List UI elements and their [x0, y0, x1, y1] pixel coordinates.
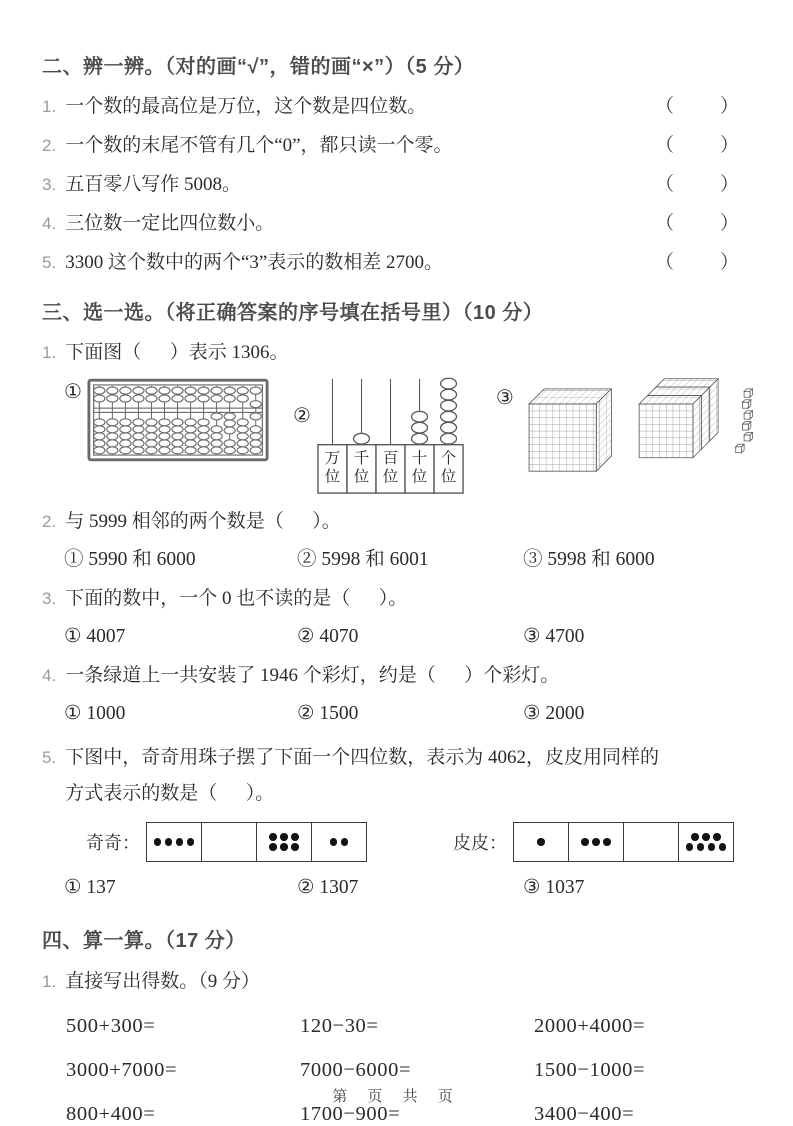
unit-cubes: [736, 389, 753, 453]
calc-row-1: [66, 1015, 739, 1038]
subsection-text: 直接写出得数。（9 分）: [65, 971, 260, 992]
mc-q5-options: [64, 875, 739, 900]
question-number: 3.: [42, 589, 57, 608]
answer-brackets: [655, 250, 739, 275]
svg-text:千: 千: [353, 450, 370, 468]
expression: 3000+7000=: [66, 1059, 178, 1081]
pipi-bead-box: [513, 822, 734, 862]
bracket-open: （: [655, 174, 675, 195]
figure-label: ①: [64, 381, 82, 403]
bracket-close: ）: [719, 174, 739, 195]
svg-text:位: 位: [440, 468, 457, 486]
hundred-flats: [639, 379, 718, 458]
base-ten-blocks-figure: [519, 377, 771, 478]
mc-q1-figures: [64, 377, 739, 495]
figure-label: ③: [495, 387, 514, 409]
expression: 800+400=: [66, 1103, 156, 1125]
question-text: 一条绿道上一共安装了 1946 个彩灯，约是（ ）个彩灯。: [65, 665, 560, 686]
svg-text:万: 万: [324, 450, 341, 468]
expression: 7000−6000=: [300, 1059, 412, 1081]
svg-text:十: 十: [411, 450, 428, 468]
bracket-close: ）: [719, 135, 739, 156]
calc-subsection: [42, 969, 739, 994]
qiqi-label: 奇奇：: [86, 833, 140, 853]
calc-row-2: [66, 1059, 739, 1082]
expression: 120−30=: [300, 1015, 379, 1037]
figure-option-2: [293, 377, 466, 495]
option-1: ① 137: [64, 877, 116, 898]
expression: 2000+4000=: [534, 1015, 646, 1037]
bracket-open: （: [655, 135, 675, 156]
bracket-close: ）: [719, 213, 739, 234]
tf-question-2: [42, 133, 739, 158]
svg-text:百: 百: [382, 450, 399, 468]
thousand-cube: [529, 389, 611, 471]
question-number: 1.: [42, 343, 57, 362]
answer-brackets: [655, 211, 739, 236]
question-number: 4.: [42, 214, 57, 233]
question-text: 下面的数中，一个 0 也不读的是（ ）。: [65, 588, 408, 609]
question-text: 下面图（ ）表示 1306。: [65, 342, 289, 363]
question-text: 与 5999 相邻的两个数是（ ）。: [65, 511, 341, 532]
pipi-label: 皮皮：: [453, 833, 507, 853]
bracket-open: （: [655, 213, 675, 234]
mc-question-4: [42, 663, 739, 688]
bracket-open: （: [655, 96, 675, 117]
section-4-title: 四、算一算。（17 分）: [42, 930, 246, 952]
bead-diagrams: [86, 822, 739, 862]
option-2: ② 1307: [297, 877, 359, 898]
option-3: ③ 5998 和 6000: [523, 549, 655, 570]
question-text: 一个数的末尾不管有几个“0”，都只读一个零。: [65, 135, 453, 156]
answer-brackets: [655, 133, 739, 158]
section-3-title: 三、选一选。（将正确答案的序号填在括号里）（10 分）: [42, 302, 544, 324]
option-2: ② 4070: [297, 626, 359, 647]
bracket-open: （: [655, 252, 675, 273]
question-number: 5.: [42, 748, 57, 767]
calc-row-3: [66, 1103, 739, 1126]
option-3: ③ 2000: [523, 703, 585, 724]
question-number: 3.: [42, 175, 57, 194]
question-number: 2.: [42, 136, 57, 155]
figure-option-3: [496, 377, 771, 478]
question-text: [65, 740, 659, 812]
mc-question-2: [42, 509, 739, 534]
mc-question-1: [42, 340, 739, 365]
question-line-1: 下图中，奇奇用珠子摆了下面一个四位数，表示为 4062，皮皮用同样的: [65, 747, 659, 768]
figure-option-1: [64, 377, 269, 463]
tf-question-5: [42, 250, 739, 275]
mc-q3-options: [64, 624, 739, 649]
abacus-figure: [87, 377, 269, 463]
option-1: ① 4007: [64, 626, 126, 647]
tf-question-3: [42, 172, 739, 197]
svg-text:个: 个: [440, 450, 457, 468]
option-1: ① 1000: [64, 703, 126, 724]
svg-text:位: 位: [382, 468, 399, 486]
option-3: ③ 1037: [523, 877, 585, 898]
tf-question-4: [42, 211, 739, 236]
option-1: ① 5990 和 6000: [64, 549, 196, 570]
question-number: 2.: [42, 512, 57, 531]
option-3: ③ 4700: [523, 626, 585, 647]
expression: 3400−400=: [534, 1103, 635, 1125]
question-text: 五百零八写作 5008。: [65, 174, 241, 195]
question-number: 4.: [42, 666, 57, 685]
question-number: 1.: [42, 972, 57, 991]
mc-q4-options: [64, 701, 739, 726]
answer-brackets: [655, 172, 739, 197]
svg-text:位: 位: [324, 468, 341, 486]
answer-brackets: [655, 94, 739, 119]
question-line-2: 方式表示的数是（ ）。: [65, 783, 275, 804]
svg-text:位: 位: [411, 468, 428, 486]
svg-text:位: 位: [353, 468, 370, 486]
figure-label: ②: [292, 405, 311, 427]
question-number: 5.: [42, 253, 57, 272]
bracket-close: ）: [719, 252, 739, 273]
bracket-close: ）: [719, 96, 739, 117]
question-number: 1.: [42, 97, 57, 116]
expression: 1500−1000=: [534, 1059, 646, 1081]
tf-question-1: [42, 94, 739, 119]
expression: 500+300=: [66, 1015, 156, 1037]
option-2: ② 1500: [297, 703, 359, 724]
option-2: ② 5998 和 6001: [297, 549, 429, 570]
question-text: 三位数一定比四位数小。: [65, 213, 275, 234]
mc-q2-options: [64, 547, 739, 572]
mc-question-3: [42, 586, 739, 611]
section-2-title: 二、辨一辨。（对的画“√”，错的画“×”）（5 分）: [42, 56, 475, 78]
mc-question-5: [42, 740, 739, 812]
page-footer: 第 页 共 页: [332, 1088, 461, 1105]
rack-content: [318, 378, 463, 493]
question-text: 一个数的最高位是万位，这个数是四位数。: [65, 96, 427, 117]
expression: 1700−900=: [300, 1103, 401, 1125]
place-value-rack-figure: [316, 377, 466, 495]
question-text: 3300 这个数中的两个“3”表示的数相差 2700。: [65, 252, 444, 273]
qiqi-bead-box: [146, 822, 367, 862]
